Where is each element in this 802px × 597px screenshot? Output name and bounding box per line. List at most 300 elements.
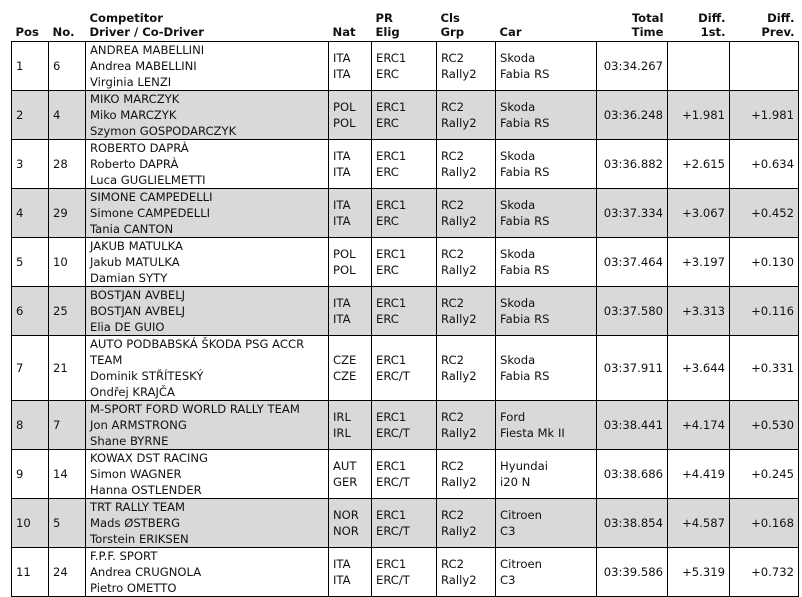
competitor-line: Virginia LENZI xyxy=(90,75,172,89)
diff-prev-cell xyxy=(730,238,799,287)
competitor-line: ANDREA MABELLINI xyxy=(90,43,205,57)
pos-cell-value: 2 xyxy=(16,108,24,122)
class-line: RC2 xyxy=(441,247,464,261)
nationality-cell xyxy=(329,238,372,287)
total-time-cell xyxy=(597,336,668,401)
car-line: C3 xyxy=(500,573,516,587)
diff-first-cell-value: +3.644 xyxy=(682,361,725,375)
car-number-cell xyxy=(49,238,86,287)
priority-line: ERC1 xyxy=(376,149,407,163)
diff-first-cell xyxy=(668,189,730,238)
diff-first-cell xyxy=(668,91,730,140)
header-diff-prev: Diff. Prev. xyxy=(761,11,795,39)
header-total-time: Total Time xyxy=(631,11,664,39)
pos-cell-value: 4 xyxy=(16,206,24,220)
diff-first-cell-value: +4.419 xyxy=(682,467,725,481)
nationality-cell xyxy=(329,499,372,548)
priority-line: ERC/T xyxy=(376,475,410,489)
nationality-cell xyxy=(329,401,372,450)
table-row xyxy=(12,91,799,140)
class-cell xyxy=(437,189,496,238)
car-line: Fabia RS xyxy=(500,67,550,81)
competitor-line: Tania CANTON xyxy=(90,222,174,236)
diff-prev-cell xyxy=(730,401,799,450)
diff-prev-cell-value: +0.452 xyxy=(751,206,794,220)
total-time-cell xyxy=(597,450,668,499)
diff-first-cell xyxy=(668,450,730,499)
nationality-line: AUT xyxy=(333,459,357,473)
class-line: RC2 xyxy=(441,100,464,114)
car-cell xyxy=(496,140,597,189)
car-line: Fabia RS xyxy=(500,165,550,179)
competitor-line: JAKUB MATULKA xyxy=(90,239,183,253)
header-cls-grp: Cls Grp xyxy=(440,11,465,39)
priority-cell xyxy=(372,140,437,189)
class-line: Rally2 xyxy=(441,524,477,538)
diff-first-cell-value: +3.313 xyxy=(682,304,725,318)
class-cell xyxy=(437,238,496,287)
table-row xyxy=(12,499,799,548)
diff-first-cell xyxy=(668,238,730,287)
priority-line: ERC1 xyxy=(376,353,407,367)
diff-prev-cell-value: +0.331 xyxy=(751,361,794,375)
competitor-line: Simon WAGNER xyxy=(90,467,182,481)
diff-prev-cell xyxy=(730,499,799,548)
diff-prev-cell xyxy=(730,189,799,238)
results-body xyxy=(12,42,799,597)
priority-line: ERC/T xyxy=(376,573,410,587)
nationality-line: GER xyxy=(333,475,358,489)
car-line: Ford xyxy=(500,410,526,424)
class-line: Rally2 xyxy=(441,573,477,587)
class-line: Rally2 xyxy=(441,263,477,277)
class-cell xyxy=(437,450,496,499)
diff-first-cell xyxy=(668,336,730,401)
table-row xyxy=(12,548,799,597)
total-time-cell-value: 03:37.334 xyxy=(603,206,663,220)
car-line: Fabia RS xyxy=(500,116,550,130)
table-row xyxy=(12,189,799,238)
competitor-line: Luca GUGLIELMETTI xyxy=(90,173,206,187)
car-line: Skoda xyxy=(500,198,536,212)
class-line: Rally2 xyxy=(441,214,477,228)
competitor-cell xyxy=(86,238,329,287)
competitor-line: Torstein ERIKSEN xyxy=(90,532,189,546)
priority-cell xyxy=(372,336,437,401)
total-time-cell-value: 03:38.441 xyxy=(603,418,663,432)
priority-line: ERC1 xyxy=(376,410,407,424)
diff-prev-cell-value: +0.732 xyxy=(751,565,794,579)
diff-prev-cell-value: +0.130 xyxy=(751,255,794,269)
diff-prev-cell xyxy=(730,42,799,91)
header-no: No. xyxy=(52,25,75,39)
nationality-line: IRL xyxy=(333,426,351,440)
table-row xyxy=(12,238,799,287)
car-number-cell xyxy=(49,499,86,548)
nationality-line: ITA xyxy=(333,573,351,587)
nationality-line: ITA xyxy=(333,149,351,163)
competitor-line: TRT RALLY TEAM xyxy=(90,500,186,514)
total-time-cell xyxy=(597,140,668,189)
total-time-cell-value: 03:34.267 xyxy=(603,59,663,73)
car-number-cell-value: 29 xyxy=(53,206,68,220)
diff-prev-cell-value: +0.116 xyxy=(751,304,794,318)
car-line: C3 xyxy=(500,524,516,538)
car-number-cell xyxy=(49,450,86,499)
class-line: RC2 xyxy=(441,296,464,310)
car-number-cell-value: 14 xyxy=(53,467,68,481)
priority-line: ERC1 xyxy=(376,100,407,114)
nationality-line: POL xyxy=(333,263,356,277)
car-number-cell-value: 24 xyxy=(53,565,68,579)
table-row xyxy=(12,336,799,401)
competitor-line: Mads ØSTBERG xyxy=(90,516,181,530)
priority-line: ERC1 xyxy=(376,296,407,310)
class-line: Rally2 xyxy=(441,116,477,130)
car-cell xyxy=(496,91,597,140)
diff-first-cell-value: +4.174 xyxy=(682,418,725,432)
total-time-cell-value: 03:38.686 xyxy=(603,467,663,481)
pos-cell xyxy=(12,42,49,91)
car-number-cell-value: 28 xyxy=(53,157,68,171)
pos-cell-value: 3 xyxy=(16,157,24,171)
nationality-line: POL xyxy=(333,116,356,130)
car-number-cell xyxy=(49,91,86,140)
car-line: Skoda xyxy=(500,353,536,367)
diff-prev-cell-value: +0.530 xyxy=(751,418,794,432)
nationality-line: CZE xyxy=(333,353,357,367)
competitor-line: Ondřej KRAJČA xyxy=(90,385,175,399)
priority-line: ERC1 xyxy=(376,51,407,65)
competitor-line: Andrea CRUGNOLA xyxy=(90,565,202,579)
pos-cell-value: 11 xyxy=(16,565,31,579)
class-cell xyxy=(437,287,496,336)
total-time-cell xyxy=(597,91,668,140)
diff-prev-cell-value: +0.634 xyxy=(751,157,794,171)
header-diff-first: Diff. 1st. xyxy=(698,11,726,39)
header-pos: Pos xyxy=(15,25,39,39)
diff-first-cell xyxy=(668,287,730,336)
pos-cell xyxy=(12,499,49,548)
nationality-cell xyxy=(329,287,372,336)
table-row xyxy=(12,140,799,189)
total-time-cell xyxy=(597,189,668,238)
class-line: Rally2 xyxy=(441,312,477,326)
priority-line: ERC1 xyxy=(376,198,407,212)
priority-line: ERC1 xyxy=(376,459,407,473)
priority-cell xyxy=(372,548,437,597)
competitor-line: ROBERTO DAPRÀ xyxy=(90,141,189,155)
nationality-cell xyxy=(329,91,372,140)
car-line: Citroen xyxy=(500,508,542,522)
class-line: RC2 xyxy=(441,51,464,65)
total-time-cell xyxy=(597,548,668,597)
priority-line: ERC/T xyxy=(376,426,410,440)
priority-line: ERC xyxy=(376,116,399,130)
total-time-cell xyxy=(597,287,668,336)
nationality-cell xyxy=(329,450,372,499)
diff-first-cell xyxy=(668,42,730,91)
nationality-cell xyxy=(329,189,372,238)
results-table xyxy=(11,6,799,597)
car-number-cell-value: 6 xyxy=(53,59,61,73)
class-line: RC2 xyxy=(441,198,464,212)
pos-cell-value: 8 xyxy=(16,418,24,432)
car-cell xyxy=(496,450,597,499)
competitor-line: Hanna OSTLENDER xyxy=(90,483,202,497)
car-cell xyxy=(496,499,597,548)
class-line: RC2 xyxy=(441,508,464,522)
diff-first-cell xyxy=(668,548,730,597)
car-cell xyxy=(496,42,597,91)
nationality-line: POL xyxy=(333,247,356,261)
nationality-line: POL xyxy=(333,100,356,114)
class-line: RC2 xyxy=(441,353,464,367)
priority-line: ERC1 xyxy=(376,557,407,571)
class-line: Rally2 xyxy=(441,67,477,81)
car-line: Fabia RS xyxy=(500,312,550,326)
pos-cell-value: 5 xyxy=(16,255,24,269)
car-line: Fabia RS xyxy=(500,263,550,277)
competitor-line: Damian SYTY xyxy=(90,271,168,285)
table-row xyxy=(12,450,799,499)
nationality-line: ITA xyxy=(333,67,351,81)
diff-first-cell xyxy=(668,401,730,450)
diff-first-cell-value: +3.197 xyxy=(682,255,725,269)
class-line: RC2 xyxy=(441,459,464,473)
pos-cell xyxy=(12,450,49,499)
diff-prev-cell-value: +0.168 xyxy=(751,516,794,530)
total-time-cell xyxy=(597,401,668,450)
priority-line: ERC xyxy=(376,312,399,326)
competitor-line: SIMONE CAMPEDELLI xyxy=(90,190,213,204)
competitor-line: Elia DE GUIO xyxy=(90,320,165,334)
nationality-line: ITA xyxy=(333,51,351,65)
car-cell xyxy=(496,238,597,287)
diff-prev-cell-value: +1.981 xyxy=(751,108,794,122)
header-car: Car xyxy=(499,25,522,39)
competitor-cell xyxy=(86,336,329,401)
competitor-cell xyxy=(86,91,329,140)
competitor-line: Roberto DAPRÀ xyxy=(90,157,179,171)
diff-prev-cell xyxy=(730,450,799,499)
priority-line: ERC/T xyxy=(376,369,410,383)
competitor-cell xyxy=(86,42,329,91)
competitor-cell xyxy=(86,401,329,450)
diff-prev-cell xyxy=(730,140,799,189)
competitor-cell xyxy=(86,189,329,238)
priority-line: ERC xyxy=(376,214,399,228)
priority-cell xyxy=(372,238,437,287)
competitor-cell xyxy=(86,499,329,548)
pos-cell xyxy=(12,548,49,597)
pos-cell-value: 7 xyxy=(16,361,24,375)
nationality-cell xyxy=(329,140,372,189)
competitor-cell xyxy=(86,548,329,597)
diff-first-cell-value: +2.615 xyxy=(682,157,725,171)
table-header xyxy=(12,6,799,42)
competitor-line: MIKO MARCZYK xyxy=(90,92,180,106)
total-time-cell xyxy=(597,42,668,91)
car-line: i20 N xyxy=(500,475,531,489)
header-nat: Nat xyxy=(332,25,356,39)
competitor-line: Simone CAMPEDELLI xyxy=(90,206,211,220)
priority-cell xyxy=(372,189,437,238)
diff-first-cell-value: +1.981 xyxy=(682,108,725,122)
car-number-cell-value: 10 xyxy=(53,255,68,269)
car-line: Fabia RS xyxy=(500,214,550,228)
total-time-cell-value: 03:36.882 xyxy=(603,157,663,171)
competitor-line: F.P.F. SPORT xyxy=(90,549,158,563)
competitor-line: TEAM xyxy=(90,353,123,367)
car-cell xyxy=(496,336,597,401)
nationality-line: ITA xyxy=(333,312,351,326)
pos-cell-value: 10 xyxy=(16,516,31,530)
nationality-line: ITA xyxy=(333,198,351,212)
pos-cell xyxy=(12,189,49,238)
total-time-cell xyxy=(597,499,668,548)
class-cell xyxy=(437,91,496,140)
priority-cell xyxy=(372,401,437,450)
competitor-line: Miko MARCZYK xyxy=(90,108,177,122)
car-cell xyxy=(496,548,597,597)
car-number-cell-value: 7 xyxy=(53,418,61,432)
class-line: Rally2 xyxy=(441,426,477,440)
nationality-line: NOR xyxy=(333,508,359,522)
pos-cell-value: 6 xyxy=(16,304,24,318)
priority-cell xyxy=(372,499,437,548)
competitor-line: Pietro OMETTO xyxy=(90,581,177,595)
priority-cell xyxy=(372,450,437,499)
car-number-cell xyxy=(49,336,86,401)
class-cell xyxy=(437,336,496,401)
total-time-cell-value: 03:37.911 xyxy=(603,361,663,375)
diff-first-cell-value: +3.067 xyxy=(682,206,725,220)
car-cell xyxy=(496,401,597,450)
priority-line: ERC1 xyxy=(376,247,407,261)
class-cell xyxy=(437,548,496,597)
pos-cell xyxy=(12,238,49,287)
pos-cell xyxy=(12,336,49,401)
header-competitor: Competitor Driver / Co-Driver xyxy=(89,11,204,39)
priority-cell xyxy=(372,91,437,140)
class-line: RC2 xyxy=(441,410,464,424)
competitor-line: KOWAX DST RACING xyxy=(90,451,209,465)
total-time-cell-value: 03:39.586 xyxy=(603,565,663,579)
competitor-line: BOSTJAN AVBELJ xyxy=(90,304,186,318)
header-pr-elig: PR Elig xyxy=(375,11,400,39)
diff-prev-cell xyxy=(730,91,799,140)
competitor-line: Andrea MABELLINI xyxy=(90,59,197,73)
nationality-cell xyxy=(329,42,372,91)
competitor-cell xyxy=(86,450,329,499)
pos-cell xyxy=(12,140,49,189)
class-cell xyxy=(437,499,496,548)
competitor-line: Dominik STŘÍTESKÝ xyxy=(90,369,204,383)
car-line: Skoda xyxy=(500,296,536,310)
diff-prev-cell xyxy=(730,548,799,597)
total-time-cell xyxy=(597,238,668,287)
pos-cell xyxy=(12,401,49,450)
table-row xyxy=(12,401,799,450)
class-line: Rally2 xyxy=(441,475,477,489)
car-line: Fiesta Mk II xyxy=(500,426,565,440)
class-cell xyxy=(437,42,496,91)
nationality-cell xyxy=(329,548,372,597)
car-number-cell xyxy=(49,401,86,450)
nationality-cell xyxy=(329,336,372,401)
nationality-line: ITA xyxy=(333,214,351,228)
competitor-line: Szymon GOSPODARCZYK xyxy=(90,124,237,138)
diff-first-cell-value: +4.587 xyxy=(682,516,725,530)
nationality-line: ITA xyxy=(333,165,351,179)
competitor-cell xyxy=(86,287,329,336)
pos-cell-value: 9 xyxy=(16,467,24,481)
competitor-line: BOSTJAN AVBELJ xyxy=(90,288,186,302)
car-number-cell xyxy=(49,140,86,189)
pos-cell-value: 1 xyxy=(16,59,24,73)
class-cell xyxy=(437,140,496,189)
car-number-cell xyxy=(49,42,86,91)
competitor-line: Shane BYRNE xyxy=(90,434,169,448)
car-line: Hyundai xyxy=(500,459,548,473)
competitor-cell xyxy=(86,140,329,189)
total-time-cell-value: 03:37.580 xyxy=(603,304,663,318)
class-line: RC2 xyxy=(441,557,464,571)
car-number-cell-value: 5 xyxy=(53,516,61,530)
competitor-line: M-SPORT FORD WORLD RALLY TEAM xyxy=(90,402,300,416)
competitor-line: AUTO PODBABSKÁ ŠKODA PSG ACCR xyxy=(90,337,305,351)
car-line: Skoda xyxy=(500,149,536,163)
class-line: RC2 xyxy=(441,149,464,163)
priority-line: ERC xyxy=(376,67,399,81)
priority-line: ERC1 xyxy=(376,508,407,522)
total-time-cell-value: 03:37.464 xyxy=(603,255,663,269)
car-line: Skoda xyxy=(500,51,536,65)
table-row xyxy=(12,287,799,336)
car-cell xyxy=(496,287,597,336)
diff-prev-cell-value: +0.245 xyxy=(751,467,794,481)
pos-cell xyxy=(12,287,49,336)
priority-cell xyxy=(372,287,437,336)
priority-line: ERC xyxy=(376,263,399,277)
car-number-cell-value: 4 xyxy=(53,108,61,122)
competitor-line: Jon ARMSTRONG xyxy=(90,418,187,432)
car-number-cell-value: 25 xyxy=(53,304,68,318)
diff-first-cell-value: +5.319 xyxy=(682,565,725,579)
competitor-line: Jakub MATULKA xyxy=(90,255,180,269)
car-number-cell-value: 21 xyxy=(53,361,68,375)
priority-line: ERC/T xyxy=(376,524,410,538)
nationality-line: ITA xyxy=(333,296,351,310)
pos-cell xyxy=(12,91,49,140)
priority-line: ERC xyxy=(376,165,399,179)
nationality-line: NOR xyxy=(333,524,359,538)
table-row xyxy=(12,42,799,91)
car-line: Citroen xyxy=(500,557,542,571)
nationality-line: ITA xyxy=(333,557,351,571)
class-line: Rally2 xyxy=(441,369,477,383)
class-cell xyxy=(437,401,496,450)
priority-cell xyxy=(372,42,437,91)
diff-first-cell xyxy=(668,499,730,548)
total-time-cell-value: 03:36.248 xyxy=(603,108,663,122)
car-line: Fabia RS xyxy=(500,369,550,383)
total-time-cell-value: 03:38.854 xyxy=(603,516,663,530)
car-cell xyxy=(496,189,597,238)
diff-prev-cell xyxy=(730,336,799,401)
class-line: Rally2 xyxy=(441,165,477,179)
